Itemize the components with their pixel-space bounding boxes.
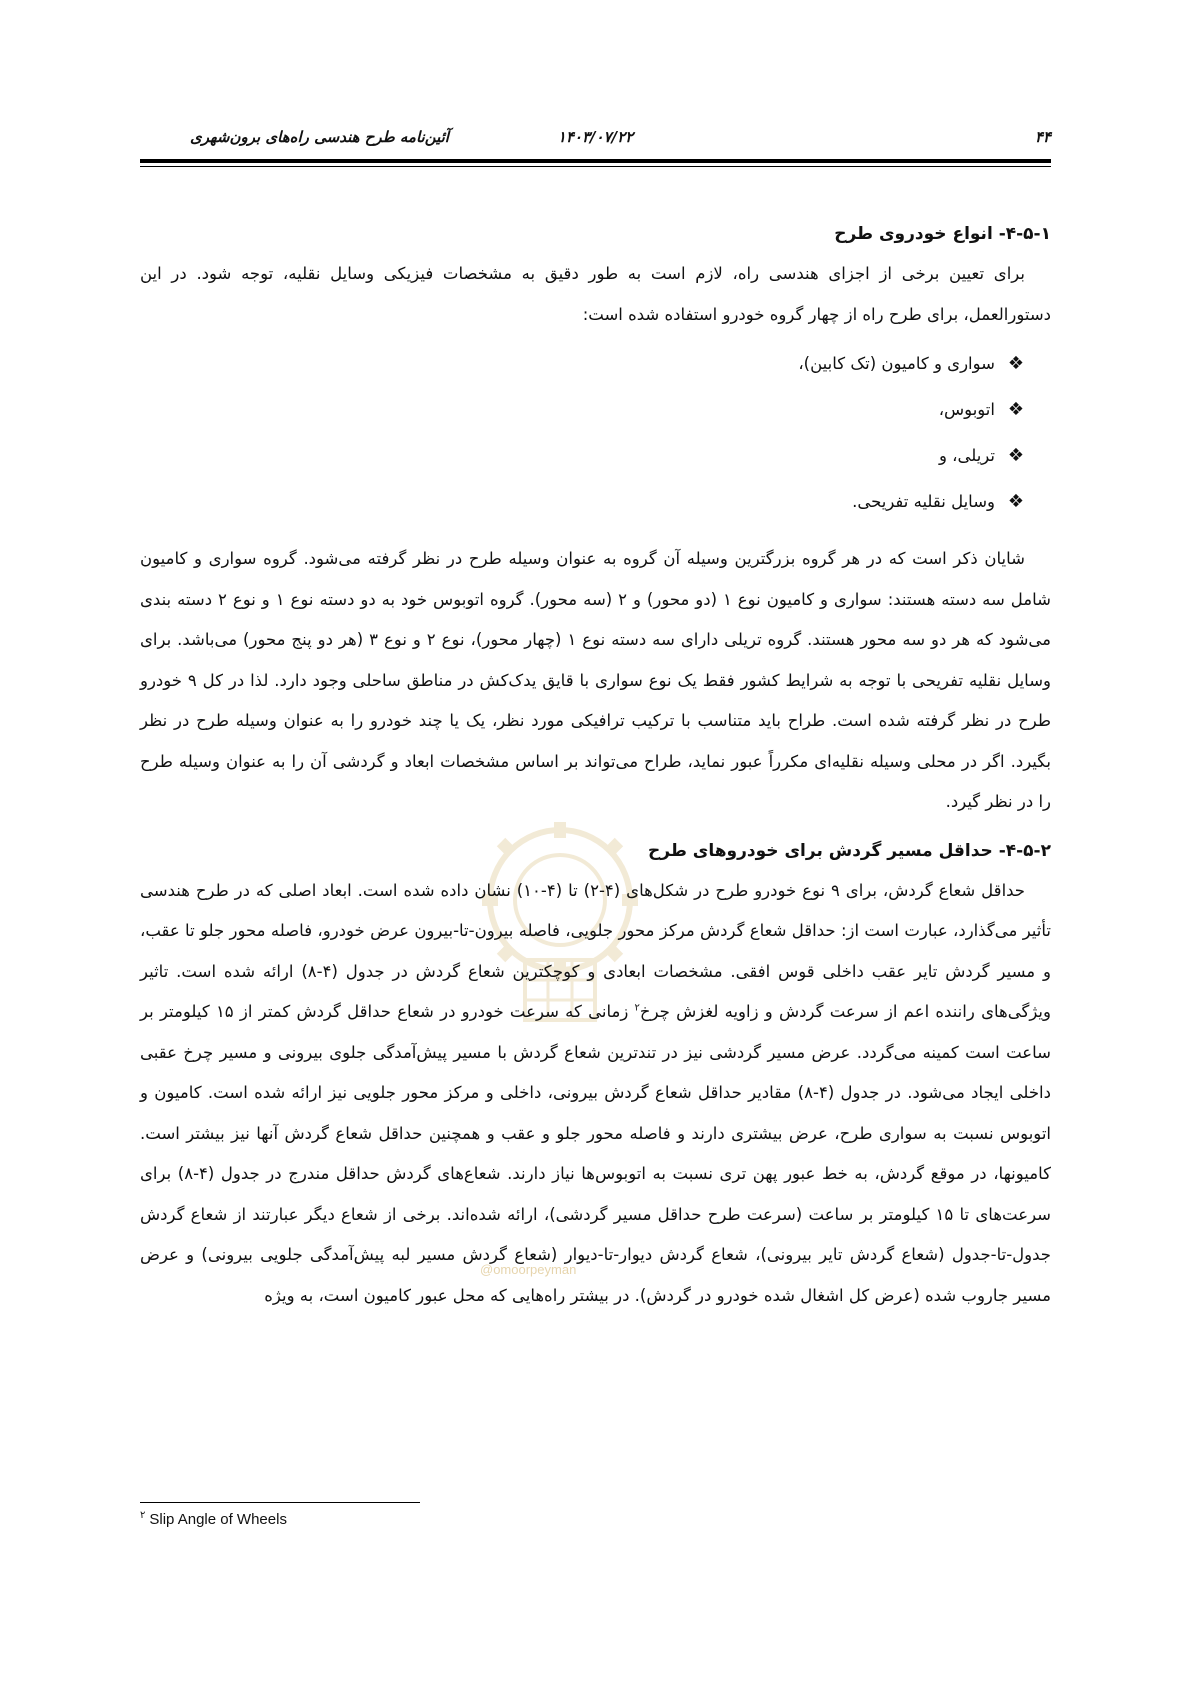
section-heading-vehicle-types: ۴-۵-۱- انواع خودروی طرح [834,224,1051,244]
footnote-rule [140,1502,420,1503]
list-item [140,433,1025,479]
paragraph-text: حداقل شعاع گردش، برای ۹ نوع خودرو طرح در شکل‌های (۴-۲) تا (۴-۱۰) نشان داده شده است. ابعاد اصلی که در طرح هندسی تأثیر می‌گذارد، عبارت است از: حداقل شعاع گردش مرکز محور جلویی، فاصله بیرون-تا-بیرون عرض خودرو، فاصله محور جلو تا عقب، و مسیر گردش تایر عقب داخلی قوس افقی. مشخصات ابعادی و کوچکترین شعاع گردش در جدول (۴-۸) ارائه شده است. تاثیر ویژگی‌های راننده اعم از سرعت گردش و زاویه لغزش چرخ [140,880,1051,1021]
main-content [140,214,1051,1316]
list-item [140,341,1025,387]
list-item [140,479,1025,525]
diamond-bullet-icon: ❖ [1007,353,1025,374]
diamond-bullet-icon: ❖ [1007,399,1025,420]
list-item-text: تریلی، و [938,446,995,465]
design-vehicle-paragraph: شایان ذکر است که در هر گروه بزرگترین وسیله آن گروه به عنوان وسیله طرح در نظر گرفته می‌شود. گروه سواری و کامیون شامل سه دسته هستند: سواری و کامیون نوع ۱ (دو محور) و ۲ (سه محور). گروه اتوبوس خود به دو دسته نوع ۱ و نوع ۲ دسته بندی می‌شود که هر دو سه محور هستند. گروه تریلی دارای سه دسته نوع ۱ (چهار محور)، نوع ۲ و نوع ۳ (هر دو پنج محور) می‌باشد. برای وسایل نقلیه تفریحی با توجه به شرایط کشور فقط یک نوع سواری با قایق یدک‌کش در مناطق ساحلی وجود دارد. لذا در کل ۹ خودرو طرح در نظر گرفته شده است. طراح باید متناسب با ترکیب ترافیکی مورد نظر، یک یا چند خودرو را به عنوان وسیله طرح در نظر بگیرد. اگر در محلی وسیله نقلیه‌ای مکرراً عبور نماید، طراح می‌تواند بر اساس مشخصات ابعاد و گردشی آن را به عنوان وسیله طرح را در نظر گیرد. [140,549,1051,811]
header-rule-thin [140,166,1051,167]
diamond-bullet-icon: ❖ [1007,445,1025,466]
footnote-text: Slip Angle of Wheels [149,1511,287,1528]
running-header [140,128,1051,152]
list-item-text: سواری و کامیون (تک کابین)، [798,354,995,373]
page-number: ۴۴ [1034,128,1051,146]
footnote-number: ۲ [140,1510,146,1521]
section-heading-turning-path: ۴-۵-۲- حداقل مسیر گردش برای خودروهای طرح [648,840,1051,861]
list-item-text: وسایل نقلیه تفریحی. [852,492,995,511]
watermark-text: @omoorpeyman [480,1262,577,1277]
turning-radius-paragraph [140,871,1051,1317]
footnote [140,1510,287,1528]
list-item-text: اتوبوس، [938,400,995,419]
footnote-reference[interactable]: ۲ [634,1002,640,1014]
vehicle-group-list [140,341,1051,525]
header-date: ۱۴۰۳/۰۷/۲۲ [557,128,634,146]
section-intro-paragraph: برای تعیین برخی از اجزای هندسی راه، لازم است به طور دقیق به مشخصات فیزیکی وسایل نقلیه، توجه شود. در این دستورالعمل، برای طرح راه از چهار گروه خودرو استفاده شده است: [140,264,1051,324]
list-item [140,387,1025,433]
paragraph-text: زمانی که سرعت خودرو در شعاع حداقل گردش کمتر از ۱۵ کیلومتر بر ساعت است کمینه می‌گردد. عرض مسیر گردشی نیز در تندترین شعاع گردش با مسیر پیش‌آمدگی جلوی بیرونی و مسیر چرخ عقبی داخلی ایجاد می‌شود. در جدول (۴-۸) مقادیر حداقل شعاع گردش بیرونی، داخلی و مرکز محور جلویی نیز ارائه شده است. کامیون و اتوبوس نسبت به سواری طرح، عرض بیشتری دارند و فاصله محور جلو و عقب و همچنین حداقل شعاع گردش آنها نیز بیشتر است. کامیونها، در موقع گردش، به خط عبور پهن تری نسبت به اتوبوس‌ها نیاز دارند. شعاع‌های گردش حداقل مندرج در جدول (۴-۸) برای سرعت‌های تا ۱۵ کیلومتر بر ساعت (سرعت طرح حداقل مسیر گردشی)، ارائه شده‌اند. برخی از شعاع دیگر عبارتند از شعاع گردش جدول-تا-جدول (شعاع گردش تایر بیرونی)، شعاع گردش دیوار-تا-دیوار (شعاع گردش مسیر لبه پیش‌آمدگی جلویی بیرونی) و عرض مسیر جاروب شده (عرض کل اشغال شده خودرو در گردش). در بیشتر راه‌هایی که محل عبور کامیون است، به ویژه [140,1002,1051,1305]
diamond-bullet-icon: ❖ [1007,491,1025,512]
header-rule [140,159,1051,163]
header-title: آئین‌نامه طرح هندسی راه‌های برون‌شهری [190,128,449,146]
